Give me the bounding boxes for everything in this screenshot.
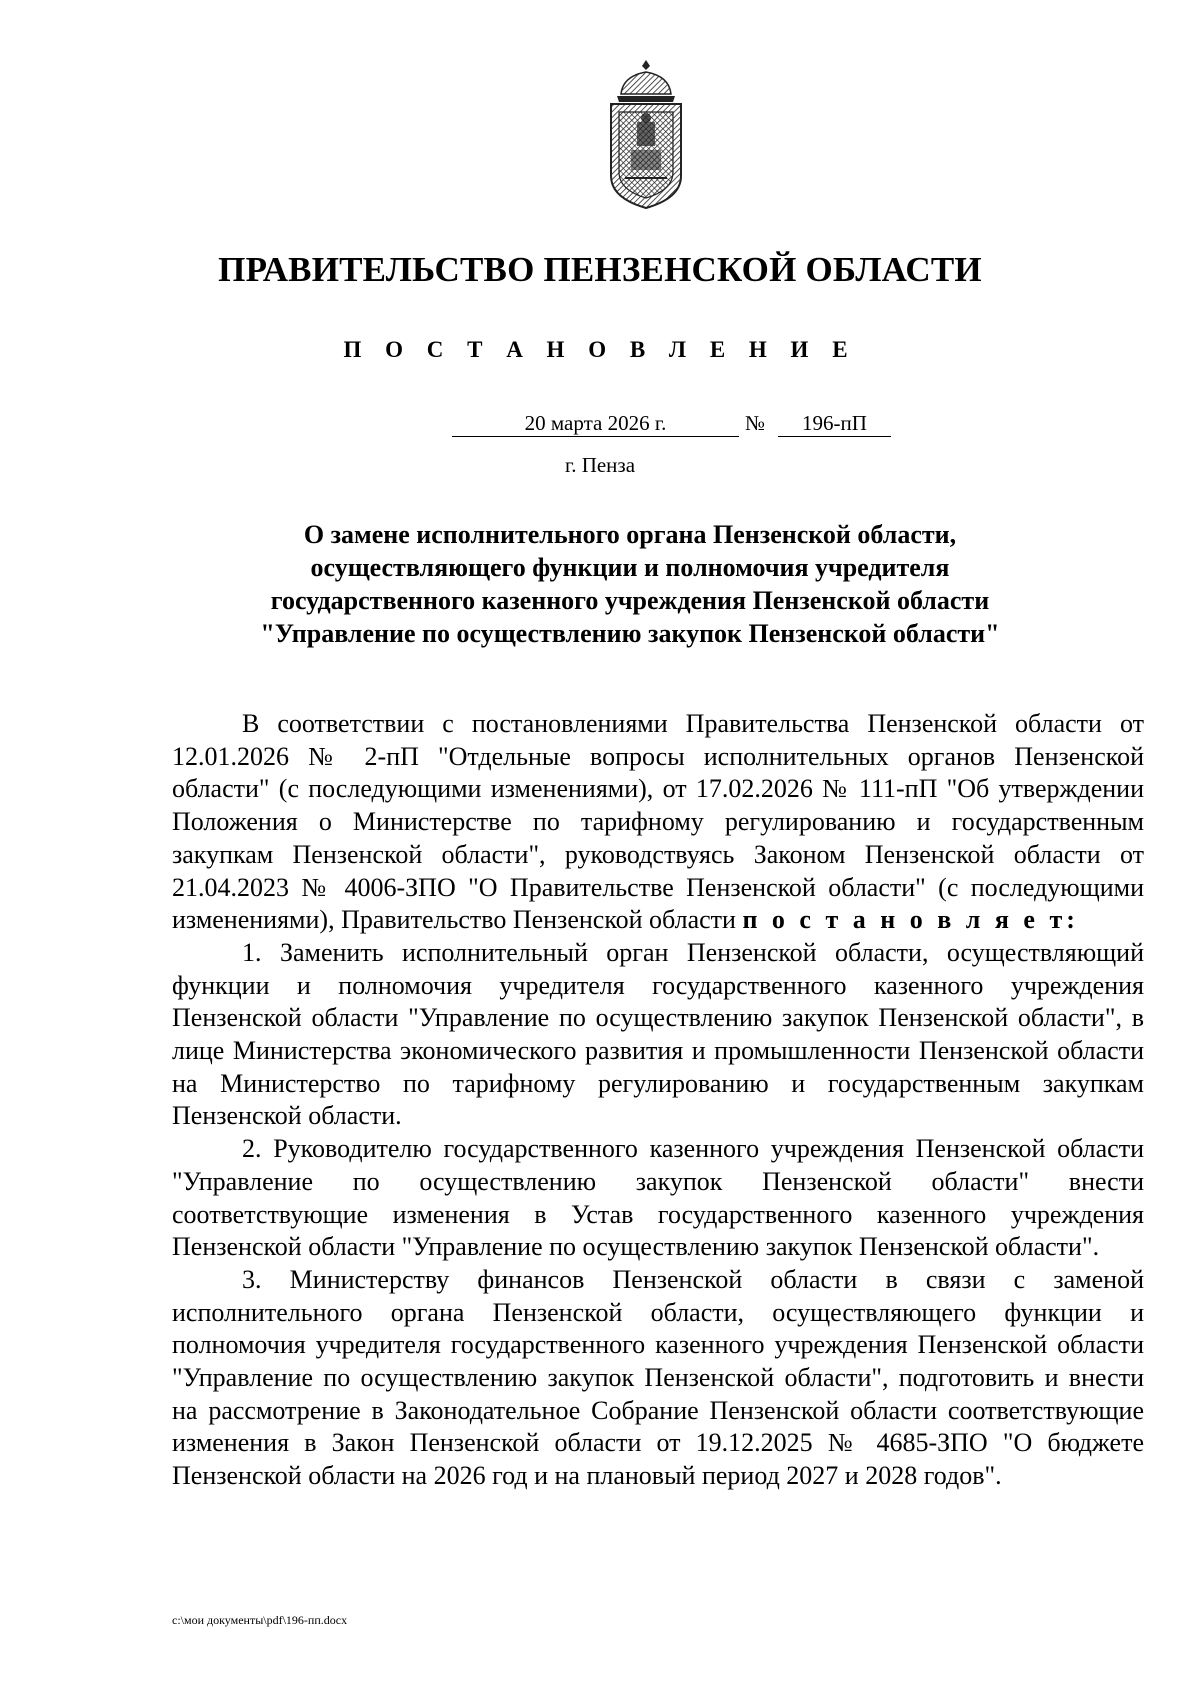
subject-line: О замене исполнительного органа Пензенской области, — [303, 520, 957, 549]
subject-line: государственного казенного учреждения Пензенской области — [270, 586, 990, 615]
document-date: 20 марта 2026 г. — [452, 410, 739, 437]
document-type: П О С Т А Н О В Л Е Н И Е — [343, 337, 857, 362]
item-paragraph: 1. Заменить исполнительный орган Пензенской области, осуществляющий функции и полномочия учредителя государственного казенного учреждения Пензенской области "Управление по осуществлению закупок Пензенской области", в лице Министерства экономического развития и промышленности Пензенской области на Министерство по тарифному регулированию и государственным закупкам Пензенской области. — [172, 937, 1144, 1131]
document-subject — [200, 518, 1060, 650]
organization-title: ПРАВИТЕЛЬСТВО ПЕНЗЕНСКОЙ ОБЛАСТИ — [218, 250, 982, 289]
decree-word: п о с т а н о в л я е т: — [742, 905, 1079, 935]
subject-line: "Управление по осуществлению закупок Пензенской области" — [260, 619, 1000, 648]
document-number: 196-пП — [778, 410, 891, 437]
date-number-line — [0, 410, 1200, 440]
file-path-footer: c:\мои документы\pdf\196-пп.docx — [172, 1613, 348, 1627]
item-paragraph: 3. Министерству финансов Пензенской области в связи с заменой исполнительного органа Пензенской области, осуществляющего функции и полномочия учредителя государственного казенного учреждения Пензенской области "Управление по осуществлению закупок Пензенской области", подготовить и внести на рассмотрение в Законодательное Собрание Пензенской области соответствующие изменения в Закон Пензенской области от 19.12.2025 № 4685-ЗПО "О бюджете Пензенской области на 2026 год и на плановый период 2027 и 2028 годов". — [172, 1264, 1144, 1491]
preamble-text: В соответствии с постановлениями Правительства Пензенской области от 12.01.2026 № 2-пП "Отдельные вопросы исполнительных органов Пензенской области" (с последующими изменениями), от 17.02.2026 № 111-пП "Об утверждении Положения о Министерстве по тарифному регулированию и государственным закупкам Пензенской области", руководствуясь Законом Пензенской области от 21.04.2023 № 4006-ЗПО "О Правительстве Пензенской области" (с последующими изменениями), Правительство Пензенской области — [172, 709, 1144, 935]
document-city: г. Пенза — [564, 453, 636, 477]
document-body — [172, 708, 1144, 1493]
coat-of-arms-icon — [603, 58, 689, 210]
subject-line: осуществляющего функции и полномочия учредителя — [310, 553, 950, 582]
preamble-paragraph — [172, 708, 1144, 937]
item-paragraph: 2. Руководителю государственного казенного учреждения Пензенской области "Управление по осуществлению закупок Пензенской области" внести соответствующие изменения в Устав государственного казенного учреждения Пензенской области "Управление по осуществлению закупок Пензенской области". — [172, 1134, 1144, 1262]
number-sign: № — [745, 411, 766, 435]
